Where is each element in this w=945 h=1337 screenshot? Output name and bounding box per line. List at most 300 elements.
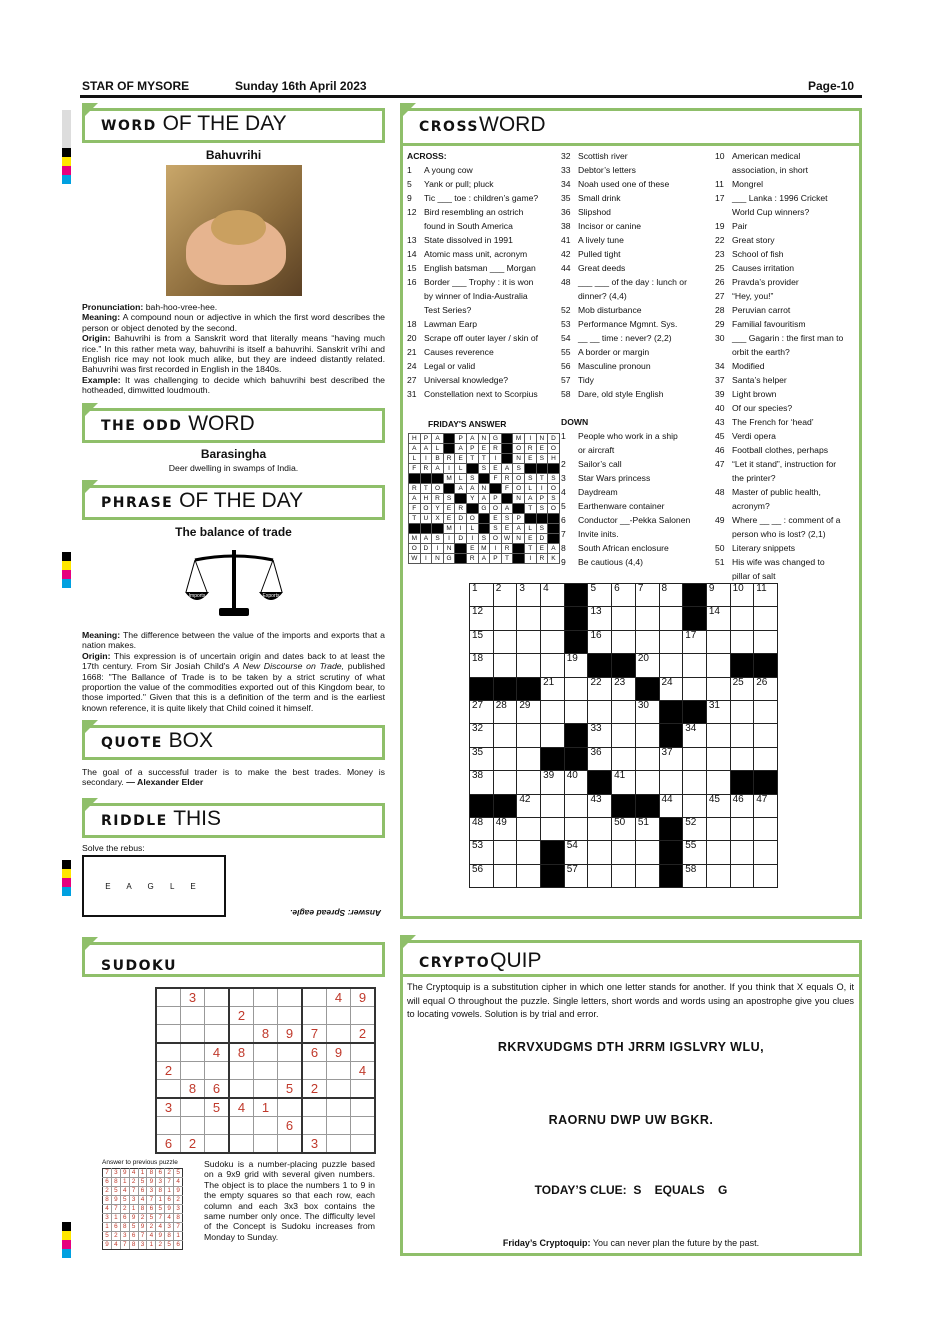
sudoku-title: SUDOKU [101, 958, 177, 974]
clue-item [561, 387, 711, 401]
crossword-cell[interactable] [588, 584, 612, 607]
sudoku-cell[interactable] [229, 1080, 254, 1099]
sudoku-cell[interactable] [351, 1135, 376, 1154]
crossword-cell[interactable] [493, 654, 517, 677]
crossword-cell[interactable] [683, 747, 707, 770]
sudoku-cell[interactable] [302, 1007, 327, 1025]
crossword-cell[interactable] [564, 771, 588, 794]
crossword-cell[interactable] [517, 724, 541, 747]
sudoku-cell[interactable] [205, 1025, 230, 1044]
crossword-cell[interactable] [706, 817, 730, 840]
crossword-black-cell [659, 841, 683, 864]
crossword-cell[interactable] [635, 584, 659, 607]
crossword-cell[interactable] [470, 771, 494, 794]
sudoku-cell: 2 [103, 1187, 112, 1196]
clue-text: Pravda’s provider [732, 277, 799, 287]
crossword-cell[interactable] [470, 584, 494, 607]
crossword-cell[interactable] [754, 630, 778, 653]
crossword-black-cell [564, 747, 588, 770]
crossword-cell[interactable] [588, 747, 612, 770]
answer-cell: A [548, 544, 560, 554]
sudoku-cell[interactable] [229, 988, 254, 1007]
crossword-cell[interactable] [612, 630, 636, 653]
sudoku-cell: 2 [129, 1178, 138, 1187]
sudoku-cell[interactable] [181, 1007, 205, 1025]
cell-number: 38 [472, 770, 484, 782]
crossword-cell[interactable] [754, 794, 778, 817]
crossword-cell[interactable] [683, 794, 707, 817]
clue-number [715, 163, 732, 177]
answer-cell: N [432, 554, 444, 564]
crossword-cell[interactable] [493, 747, 517, 770]
sudoku-cell[interactable] [205, 988, 230, 1007]
answer-cell: E [536, 444, 548, 454]
crossword-cell[interactable] [588, 724, 612, 747]
sudoku-cell[interactable] [278, 1098, 303, 1117]
crossword-cell[interactable] [706, 864, 730, 887]
crossword-cell[interactable] [683, 630, 707, 653]
answer-cell: N [513, 494, 525, 504]
crossword-cell[interactable] [706, 771, 730, 794]
crossword-cell[interactable] [754, 584, 778, 607]
sudoku-cell[interactable] [351, 1117, 376, 1135]
clue-text: Performance Mgmnt. Sys. [578, 319, 678, 329]
crossword-cell[interactable] [493, 771, 517, 794]
crossword-cell[interactable] [588, 630, 612, 653]
sudoku-cell[interactable] [254, 1007, 278, 1025]
cell-number: 53 [472, 840, 484, 852]
clue-item [561, 443, 711, 457]
sudoku-cell: 6 [138, 1187, 147, 1196]
sudoku-cell[interactable] [181, 1062, 205, 1080]
crossword-cell[interactable] [754, 677, 778, 700]
clue-text: A border or margin [578, 347, 650, 357]
crossword-cell[interactable] [517, 817, 541, 840]
clue-number: 21 [407, 347, 417, 357]
crossword-cell[interactable] [493, 630, 517, 653]
crossword-cell[interactable] [612, 677, 636, 700]
crossword-cell[interactable] [564, 794, 588, 817]
riddle-answer-upside-down: Answer: Spread eagle. [290, 908, 382, 918]
crossword-cell[interactable] [730, 817, 754, 840]
sudoku-cell[interactable] [278, 1043, 303, 1062]
clue-text: Small drink [578, 193, 621, 203]
crossword-cell[interactable] [588, 794, 612, 817]
sudoku-cell: 7 [129, 1187, 138, 1196]
sudoku-cell[interactable] [205, 1135, 230, 1154]
sudoku-cell[interactable] [156, 988, 181, 1007]
crossword-cell[interactable] [541, 724, 565, 747]
crossword-cell[interactable] [470, 841, 494, 864]
crossword-cell[interactable] [517, 771, 541, 794]
cell-number: 48 [472, 816, 484, 828]
corner-flag-icon [82, 937, 98, 953]
crossword-cell[interactable] [706, 607, 730, 630]
crossword-cell[interactable] [730, 841, 754, 864]
crossword-cell[interactable] [588, 864, 612, 887]
cell-number: 51 [637, 816, 649, 828]
clue-item [715, 443, 857, 457]
clue-text: Invite inits. [578, 529, 619, 539]
crossword-black-cell [659, 724, 683, 747]
clue-number: 57 [561, 375, 571, 385]
sudoku-cell[interactable] [327, 1080, 351, 1099]
sudoku-cell[interactable] [351, 1007, 376, 1025]
crossword-cell[interactable] [659, 584, 683, 607]
cell-number: 47 [756, 793, 768, 805]
crossword-cell[interactable] [730, 724, 754, 747]
crossword-cell[interactable] [541, 630, 565, 653]
sudoku-cell[interactable] [205, 1007, 230, 1025]
sudoku-cell: 3 [174, 1205, 183, 1214]
sudoku-cell: 1 [103, 1223, 112, 1232]
cell-number: 57 [566, 863, 578, 875]
sudoku-cell[interactable] [229, 1117, 254, 1135]
sudoku-cell[interactable] [327, 1135, 351, 1154]
sudoku-cell[interactable] [351, 1080, 376, 1099]
clue-item [715, 345, 857, 359]
sudoku-cell[interactable] [254, 1117, 278, 1135]
crossword-black-cell [730, 771, 754, 794]
crossword-cell[interactable] [470, 724, 494, 747]
sudoku-cell: 2 [111, 1232, 120, 1241]
crossword-cell[interactable] [730, 607, 754, 630]
answer-cell: N [536, 434, 548, 444]
sudoku-cell[interactable] [278, 988, 303, 1007]
crossword-cell[interactable] [493, 724, 517, 747]
answer-cell: A [501, 464, 513, 474]
crossword-black-cell [470, 677, 494, 700]
crossword-cell[interactable] [470, 654, 494, 677]
sudoku-cell[interactable] [205, 1117, 230, 1135]
crossword-cell[interactable] [541, 794, 565, 817]
answer-cell: I [455, 524, 467, 534]
sudoku-cell[interactable] [327, 1007, 351, 1025]
sudoku-cell: 6 [111, 1223, 120, 1232]
quote-text: The goal of a successful trader is to make the best trades. Money is secondary. — Alexander Elder [82, 767, 385, 788]
crossword-cell[interactable] [730, 794, 754, 817]
crossword-cell[interactable] [706, 677, 730, 700]
corner-flag-icon [82, 720, 98, 736]
answer-cell: A [478, 554, 490, 564]
crossword-cell[interactable] [754, 724, 778, 747]
crossword-cell[interactable] [470, 864, 494, 887]
crossword-cell[interactable] [706, 724, 730, 747]
crossword-cell[interactable] [635, 630, 659, 653]
crossword-cell[interactable] [683, 654, 707, 677]
crossword-cell[interactable] [635, 724, 659, 747]
answer-cell: F [501, 484, 513, 494]
clue-item [407, 261, 557, 275]
sudoku-cell[interactable] [156, 1025, 181, 1044]
answer-black-cell [513, 504, 525, 514]
friday-cryptoquip: Friday’s Cryptoquip: You can never plan the future by the past. [502, 1238, 760, 1248]
crossword-cell[interactable] [612, 841, 636, 864]
crossword-cell[interactable] [683, 677, 707, 700]
cell-number: 33 [590, 723, 602, 735]
crossword-cell[interactable] [517, 654, 541, 677]
sudoku-cell: 5 [147, 1214, 156, 1223]
sudoku-cell[interactable] [254, 1062, 278, 1080]
clue-number: 35 [561, 193, 571, 203]
crossword-cell[interactable] [470, 817, 494, 840]
crossword-cell[interactable] [564, 841, 588, 864]
crossword-black-cell [517, 677, 541, 700]
crossword-cell[interactable] [730, 584, 754, 607]
crossword-cell[interactable] [612, 747, 636, 770]
clue-number: 12 [407, 207, 417, 217]
crossword-cell[interactable] [635, 700, 659, 723]
sudoku-cell[interactable] [278, 1062, 303, 1080]
crossword-cell[interactable] [659, 607, 683, 630]
sudoku-cell[interactable] [302, 988, 327, 1007]
sudoku-cell[interactable] [181, 1098, 205, 1117]
clue-item [715, 261, 857, 275]
clue-number: 54 [561, 333, 571, 343]
answer-black-cell [548, 524, 560, 534]
crossword-cell[interactable] [588, 841, 612, 864]
crossword-cell[interactable] [754, 864, 778, 887]
cell-number: 37 [661, 746, 673, 758]
clue-text: dinner? (4,4) [578, 291, 627, 301]
crossword-cell[interactable] [706, 747, 730, 770]
sudoku-cell[interactable] [156, 1080, 181, 1099]
sudoku-cell: 2 [156, 1241, 165, 1250]
clue-text: Santa’s helper [732, 375, 787, 385]
crossword-cell[interactable] [730, 700, 754, 723]
sudoku-cell[interactable] [254, 1135, 278, 1154]
clue-item [561, 289, 711, 303]
crossword-black-cell [564, 584, 588, 607]
sudoku-cell[interactable] [181, 1025, 205, 1044]
crossword-cell[interactable] [754, 607, 778, 630]
crossword-cell[interactable] [517, 700, 541, 723]
crossword-cell[interactable] [493, 841, 517, 864]
crossword-cell[interactable] [470, 607, 494, 630]
crossword-cell[interactable] [517, 584, 541, 607]
answer-cell: L [524, 524, 536, 534]
previous-answer-label: Answer to previous puzzle [102, 1159, 178, 1166]
crossword-cell[interactable] [754, 841, 778, 864]
sudoku-cell[interactable] [351, 1098, 376, 1117]
crossword-cell[interactable] [612, 817, 636, 840]
crossword-cell[interactable] [564, 654, 588, 677]
crossword-cell[interactable] [659, 677, 683, 700]
answer-black-cell [513, 554, 525, 564]
crossword-cell[interactable] [635, 864, 659, 887]
crossword-cell[interactable] [635, 654, 659, 677]
crossword-cell[interactable] [706, 654, 730, 677]
crossword-cell[interactable] [683, 841, 707, 864]
crossword-cell[interactable] [588, 817, 612, 840]
crossword-grid [469, 583, 778, 888]
crossword-cell[interactable] [612, 864, 636, 887]
crossword-cell[interactable] [564, 700, 588, 723]
crossword-cell[interactable] [517, 864, 541, 887]
crossword-cell[interactable] [564, 864, 588, 887]
crossword-cell[interactable] [588, 700, 612, 723]
crossword-cell[interactable] [517, 841, 541, 864]
crossword-cell[interactable] [493, 584, 517, 607]
sudoku-cell[interactable] [156, 1043, 181, 1062]
crossword-cell[interactable] [541, 584, 565, 607]
quote-title-box [82, 725, 385, 760]
crossword-cell[interactable] [588, 677, 612, 700]
clue-item [561, 401, 711, 415]
answer-cell: A [409, 494, 421, 504]
answer-cell: M [443, 524, 455, 534]
crossword-cell[interactable] [730, 747, 754, 770]
crossword-cell[interactable] [659, 771, 683, 794]
crossword-cell[interactable] [635, 607, 659, 630]
crossword-cell[interactable] [564, 677, 588, 700]
answer-black-cell [501, 494, 513, 504]
crossword-cell[interactable] [517, 607, 541, 630]
clue-text: School of fish [732, 249, 784, 259]
cell-number: 23 [614, 676, 626, 688]
crossword-cell[interactable] [683, 724, 707, 747]
clue-text: Daydream [578, 487, 618, 497]
sudoku-cell[interactable] [327, 1098, 351, 1117]
sudoku-cell[interactable] [302, 1062, 327, 1080]
sudoku-cell: 8 [138, 1205, 147, 1214]
sudoku-cell[interactable] [327, 1062, 351, 1080]
crossword-cell[interactable] [541, 771, 565, 794]
crossword-cell[interactable] [541, 677, 565, 700]
answer-black-cell [513, 544, 525, 554]
cell-number: 29 [519, 699, 531, 711]
crossword-cell[interactable] [588, 607, 612, 630]
crossword-cell[interactable] [541, 654, 565, 677]
answer-black-cell [432, 524, 444, 534]
crossword-cell[interactable] [659, 654, 683, 677]
sudoku-cell[interactable] [205, 1062, 230, 1080]
crossword-cell[interactable] [612, 771, 636, 794]
answer-cell: B [432, 454, 444, 464]
crossword-cell[interactable] [730, 864, 754, 887]
crossword-cell[interactable] [517, 747, 541, 770]
clue-item [561, 527, 711, 541]
crossword-cell[interactable] [612, 584, 636, 607]
sudoku-cell[interactable] [327, 1117, 351, 1135]
crossword-cell[interactable] [541, 817, 565, 840]
crossword-cell[interactable] [470, 700, 494, 723]
crossword-cell[interactable] [493, 607, 517, 630]
crossword-cell[interactable] [683, 817, 707, 840]
crossword-cell[interactable] [635, 841, 659, 864]
clue-number: 7 [561, 529, 566, 539]
answer-cell: E [536, 544, 548, 554]
cell-number: 4 [543, 583, 549, 594]
answer-black-cell [455, 554, 467, 564]
sudoku-cell: 6 [156, 1169, 165, 1178]
crossword-cell[interactable] [683, 771, 707, 794]
sudoku-cell[interactable] [229, 1135, 254, 1154]
sudoku-cell[interactable] [181, 1043, 205, 1062]
crossword-cell[interactable] [659, 630, 683, 653]
crossword-cell[interactable] [541, 700, 565, 723]
sudoku-cell: 8 [147, 1169, 156, 1178]
crossword-cell[interactable] [541, 607, 565, 630]
crossword-cell[interactable] [635, 817, 659, 840]
crossword-black-cell [683, 584, 707, 607]
crossword-cell[interactable] [706, 794, 730, 817]
sudoku-cell: 3 [120, 1232, 129, 1241]
sudoku-cell: 4 [351, 1062, 376, 1080]
sudoku-cell: 5 [111, 1187, 120, 1196]
rebus-box [82, 855, 226, 917]
answer-cell: S [466, 474, 478, 484]
sudoku-cell[interactable] [156, 1007, 181, 1025]
crossword-cell[interactable] [683, 864, 707, 887]
sudoku-cell[interactable] [302, 1098, 327, 1117]
crossword-cell[interactable] [706, 841, 730, 864]
clue-text: Conductor __-Pekka Salonen [578, 515, 691, 525]
sudoku-cell[interactable] [229, 1025, 254, 1044]
sudoku-cell[interactable] [351, 1043, 376, 1062]
cell-number: 16 [590, 629, 602, 641]
crossword-cell[interactable] [493, 864, 517, 887]
sudoku-cell: 7 [147, 1196, 156, 1205]
crossword-cell[interactable] [706, 630, 730, 653]
crossword-cell[interactable] [754, 817, 778, 840]
sudoku-cell[interactable] [229, 1062, 254, 1080]
answer-cell: F [490, 474, 502, 484]
crossword-cell[interactable] [730, 677, 754, 700]
sudoku-cell[interactable] [278, 1007, 303, 1025]
clue-text: Familial favouritism [732, 319, 806, 329]
clue-item [715, 387, 857, 401]
sudoku-cell[interactable] [254, 988, 278, 1007]
sudoku-cell[interactable] [181, 1117, 205, 1135]
sudoku-cell[interactable] [302, 1117, 327, 1135]
sudoku-cell[interactable] [254, 1043, 278, 1062]
crossword-cell[interactable] [706, 584, 730, 607]
crossword-cell[interactable] [612, 607, 636, 630]
crossword-cell[interactable] [470, 630, 494, 653]
clue-text: Of our species? [732, 403, 793, 413]
sudoku-cell: 4 [165, 1214, 174, 1223]
crossword-cell[interactable] [754, 747, 778, 770]
crossword-cell[interactable] [659, 747, 683, 770]
crossword-cell[interactable] [564, 817, 588, 840]
crossword-cell[interactable] [659, 794, 683, 817]
sudoku-cell[interactable] [254, 1080, 278, 1099]
crossword-cell[interactable] [612, 724, 636, 747]
crossword-cell[interactable] [517, 794, 541, 817]
crossword-cell[interactable] [493, 700, 517, 723]
clue-text: Causes irritation [732, 263, 795, 273]
crossword-cell[interactable] [612, 700, 636, 723]
newspaper-name: STAR OF MYSORE [82, 79, 190, 93]
crossword-cell[interactable] [635, 747, 659, 770]
crossword-cell[interactable] [470, 747, 494, 770]
crossword-cell[interactable] [493, 817, 517, 840]
crossword-cell[interactable] [706, 700, 730, 723]
crossword-cell[interactable] [730, 630, 754, 653]
answer-black-cell [490, 484, 502, 494]
header-rule [80, 95, 862, 98]
crossword-cell[interactable] [517, 630, 541, 653]
crossword-cell[interactable] [754, 700, 778, 723]
scale-exports-label: Exports [262, 593, 280, 599]
sudoku-cell[interactable] [278, 1135, 303, 1154]
cell-number: 41 [614, 770, 626, 782]
sudoku-cell[interactable] [327, 1025, 351, 1044]
clue-text: Be cautious (4,4) [578, 557, 643, 567]
crossword-cell[interactable] [635, 771, 659, 794]
sudoku-cell[interactable] [156, 1117, 181, 1135]
